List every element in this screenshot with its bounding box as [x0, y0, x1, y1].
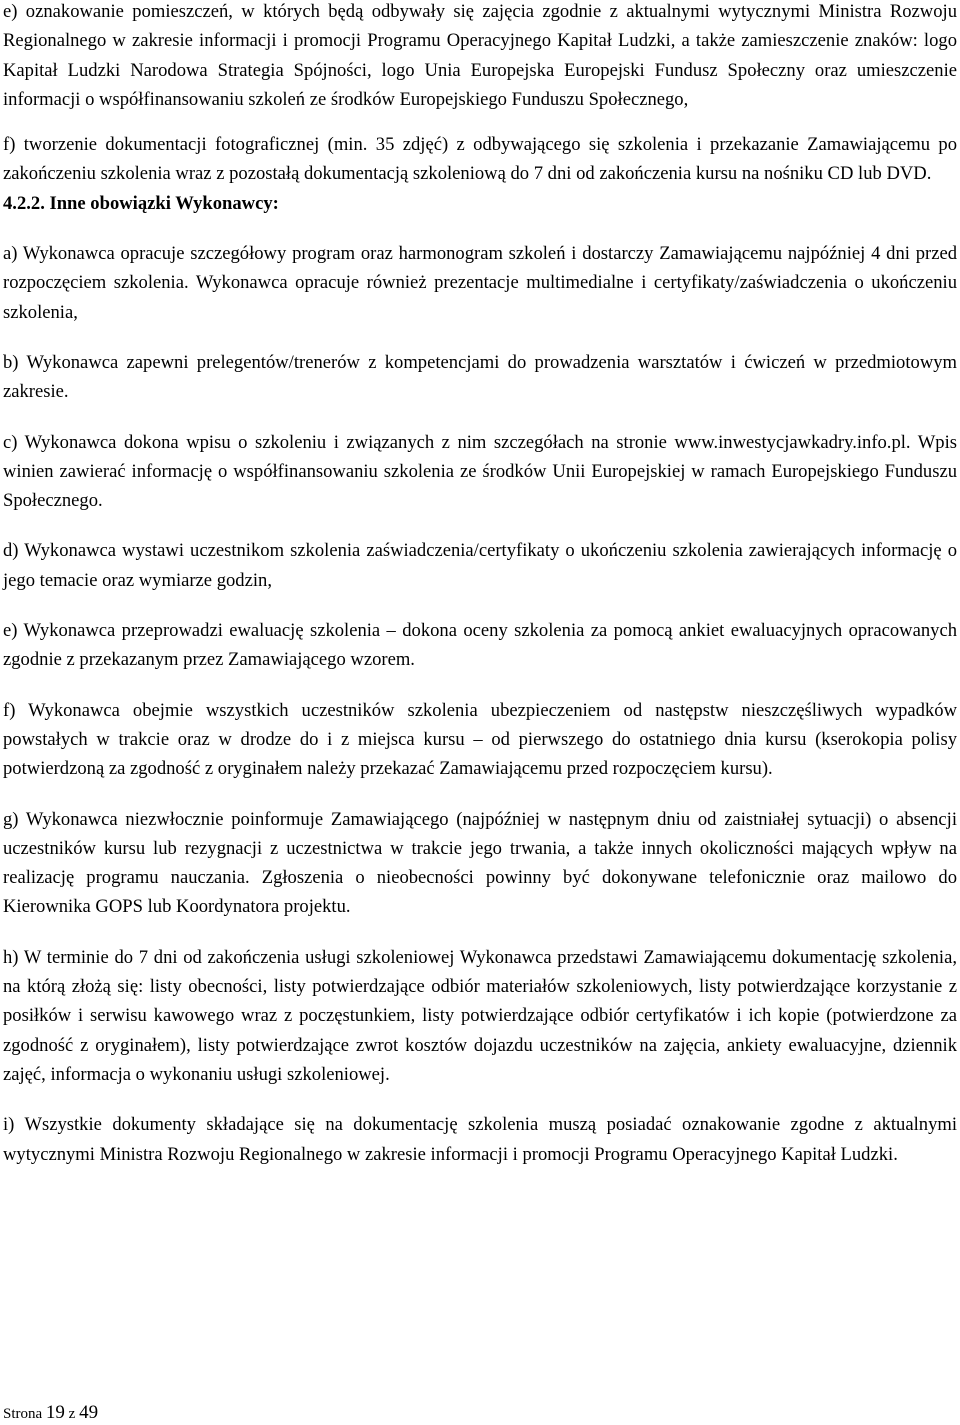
paragraph-f-photo-documentation: f) tworzenie dokumentacji fotograficznej (min. 35 zdjęć) z odbywającego się szkolenia i przekazanie Zamawiającemu po zakończeniu szkolenia wraz z pozostałą dokumentacją szkoleniową do 7 dni od zakończenia kursu na nośniku CD lub DVD.: [3, 134, 957, 185]
paragraph-i-labeling: i) Wszystkie dokumenty składające się na dokumentację szkolenia muszą posiadać oznakowanie zgodne z aktualnymi wytycznymi Ministra Rozwoju Regionalnego w zakresie informacji i promocji Programu Operacyjnego Kapitał Ludzki.: [3, 1114, 957, 1165]
paragraph-f-insurance: f) Wykonawca obejmie wszystkich uczestników szkolenia ubezpieczeniem od następstw nieszczęśliwych wypadków powstałych w trakcie oraz w drodze do i z miejsca kursu – od pierwszego do ostatniego dnia kursu (kserokopia polisy potwierdzoną za zgodność z oryginałem należy przekazać Zamawiającemu przed rozpoczęciem kursu).: [3, 699, 957, 780]
footer-label: Strona: [3, 1406, 43, 1422]
paragraph-b-trainers: b) Wykonawca zapewni prelegentów/trenerów z kompetencjami do prowadzenia warsztatów i ćwiczeń w przedmiotowym zakresie.: [3, 351, 957, 403]
document-page: [3, 0, 957, 1169]
footer-of: z: [68, 1406, 76, 1422]
paragraph-g-absence: g) Wykonawca niezwłocznie poinformuje Zamawiającego (najpóźniej w następnym dniu od zaistniałej sytuacji) o absencji uczestników kursu lub rezygnacji z uczestnictwa w trakcie jego trwania, a także innych okoliczności mających wpływ na realizację programu nauczania. Zgłoszenia o nieobecności powinny być dokonywane telefonicznie oraz mailowo do Kierownika GOPS lub Koordynatora projektu.: [3, 808, 957, 918]
paragraph-c-website-entry: c) Wykonawca dokona wpisu o szkoleniu i związanych z nim szczegółach na stronie www.inwestycjawkadry.info.pl. Wpis winien zawierać informację o współfinansowaniu szkolenia ze środków Unii Europejskiej w ramach Europejskiego Funduszu Społecznego.: [3, 431, 957, 512]
page-number-footer: [3, 1402, 98, 1425]
paragraph-e-marking: e) oznakowanie pomieszczeń, w których będą odbywały się zajęcia zgodnie z aktualnymi wytycznymi Ministra Rozwoju Regionalnego w zakresie informacji i promocji Programu Operacyjnego Kapitał Ludzki, a także zamieszczenie znaków: logo Kapitał Ludzki Narodowa Strategia Spójności, logo Unia Europejska Europejski Fundusz Społeczny oraz umieszczenie informacji o współfinansowaniu szkoleń ze środków Europejskiego Funduszu Społecznego,: [3, 1, 957, 110]
paragraph-a-program: a) Wykonawca opracuje szczegółowy program oraz harmonogram szkoleń i dostarczy Zamawiającemu najpóźniej 4 dni przed rozpoczęciem szkolenia. Wykonawca opracuje również prezentacje multimedialne i certyfikaty/zaświadczenia o ukończeniu szkolenia,: [3, 243, 957, 323]
paragraph-e-evaluation: e) Wykonawca przeprowadzi ewaluację szkolenia – dokona oceny szkolenia za pomocą ankiet ewaluacyjnych opracowanych zgodnie z przekazanym przez Zamawiającego wzorem.: [3, 620, 957, 671]
section-heading: 4.2.2. Inne obowiązki Wykonawcy:: [3, 192, 279, 214]
footer-page-number: 19: [45, 1402, 65, 1423]
paragraph-h-documentation: h) W terminie do 7 dni od zakończenia usługi szkoleniowej Wykonawca przedstawi Zamawiającemu dokumentację szkolenia, na którą złożą się: listy obecności, listy potwierdzające odbiór materiałów szkoleniowych, listy potwierdzające korzystanie z posiłków i serwisu kawowego wraz z poczęstunkiem, listy potwierdzające odbiór certyfikatów i ich kopie (potwierdzone za zgodność z oryginałem), listy potwierdzające zwrot kosztów dojazdu uczestników na zajęcia, ankiety ewaluacyjne, dziennik zajęć, informacja o wykonaniu usługi szkoleniowej.: [3, 946, 957, 1085]
footer-total-pages: 49: [79, 1402, 99, 1423]
paragraph-d-certificates: d) Wykonawca wystawi uczestnikom szkolenia zaświadczenia/certyfikaty o ukończeniu szkolenia zawierających informację o jego temacie oraz wymiarze godzin,: [3, 540, 957, 591]
